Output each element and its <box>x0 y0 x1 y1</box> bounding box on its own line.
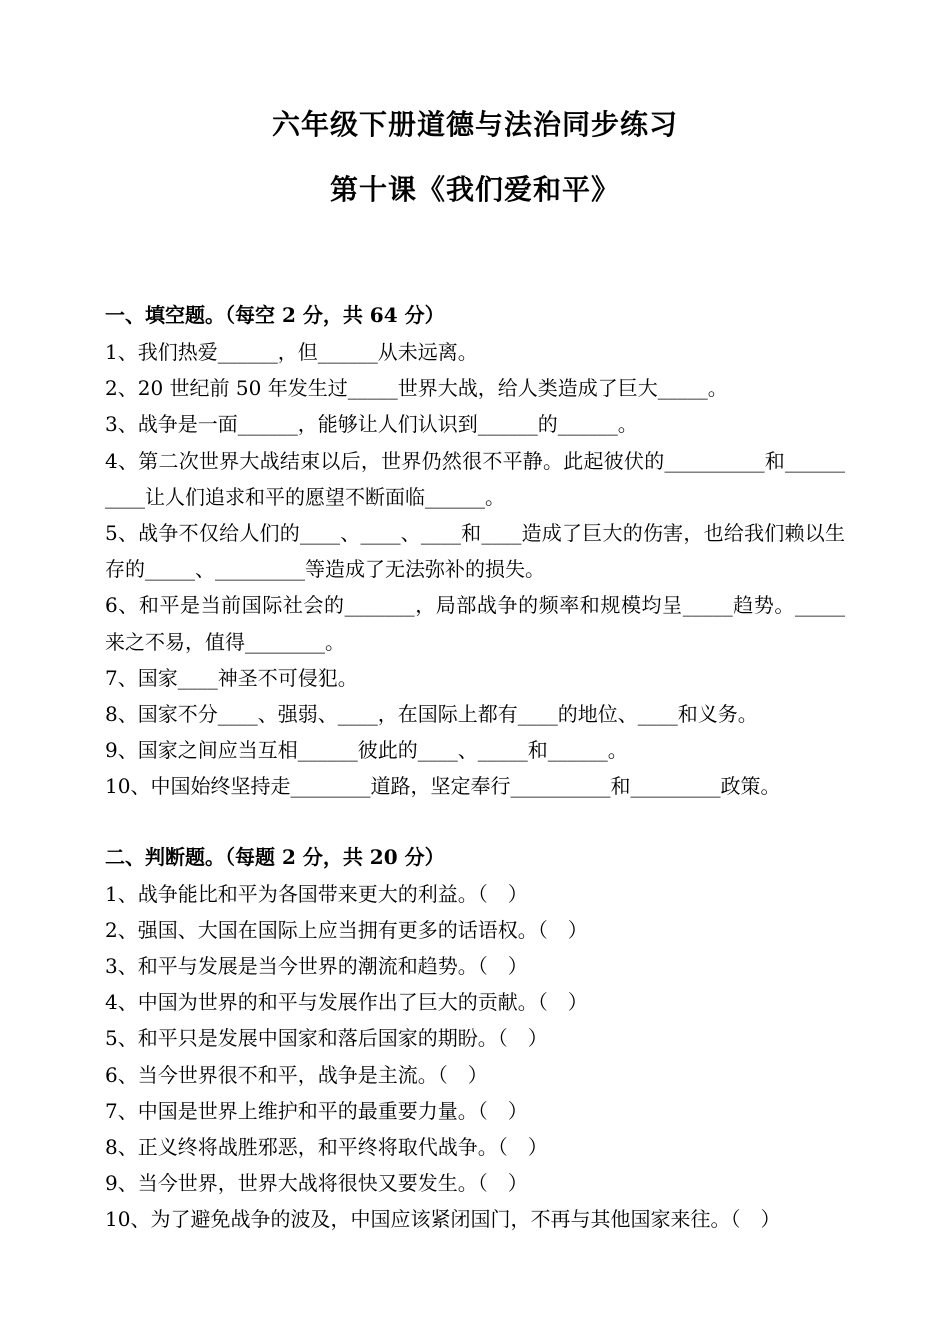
judge-question-10: 10、为了避免战争的波及，中国应该紧闭国门，不再与其他国家来往。（ ） <box>105 1207 781 1232</box>
judge-question-2: 2、强国、大国在国际上应当拥有更多的话语权。（ ） <box>105 917 588 942</box>
judge-question-1: 1、战争能比和平为各国带来更大的利益。（ ） <box>105 881 528 906</box>
judge-section-heading: 二、判断题。（每题 2 分，共 20 分） <box>105 844 445 869</box>
judge-question-9: 9、当今世界，世界大战将很快又要发生。（ ） <box>105 1171 528 1196</box>
judge-question-3: 3、和平与发展是当今世界的潮流和趋势。（ ） <box>105 954 528 979</box>
fill-question-7: 7、国家____神圣不可侵犯。 <box>105 665 358 690</box>
fill-question-1: 1、我们热爱______，但______从未远离。 <box>105 340 478 364</box>
judge-question-8: 8、正义终将战胜邪恶，和平终将取代战争。（ ） <box>105 1135 548 1160</box>
judge-question-5: 5、和平只是发展中国家和落后国家的期盼。（ ） <box>105 1026 548 1051</box>
fill-question-6: 6、和平是当前国际社会的_______，局部战争的频率和规模均呈_____趋势。_____来之不易，值得________。 <box>105 593 845 654</box>
judge-question-4: 4、中国为世界的和平与发展作出了巨大的贡献。（ ） <box>105 990 588 1015</box>
fill-question-10: 10、中国始终坚持走________道路，坚定奉行__________和_________政策。 <box>105 774 781 799</box>
document-subtitle: 第十课《我们爱和平》 <box>329 173 620 206</box>
fill-question-8: 8、国家不分____、强弱、____，在国际上都有____的地位、____和义务。 <box>105 702 758 727</box>
judge-question-7: 7、中国是世界上维护和平的最重要力量。（ ） <box>105 1098 528 1123</box>
fill-section-heading: 一、填空题。（每空 2 分，共 64 分） <box>105 303 445 327</box>
fill-question-9: 9、国家之间应当互相______彼此的____、_____和______。 <box>105 738 628 763</box>
section-fill-in-blanks <box>105 297 845 805</box>
judge-question-6: 6、当今世界很不和平，战争是主流。（ ） <box>105 1062 488 1087</box>
fill-question-2: 2、20 世纪前 50 年发生过_____世界大战，给人类造成了巨大_____。 <box>105 376 728 401</box>
section-true-false <box>105 839 845 1238</box>
fill-question-5: 5、战争不仅给人们的____、____、____和____造成了巨大的伤害，也给我们赖以生存的_____、_________等造成了无法弥补的损失。 <box>105 521 845 582</box>
fill-question-4: 4、第二次世界大战结束以后，世界仍然很不平静。此起彼伏的__________和__________让人们追求和平的愿望不断面临______。 <box>105 448 845 509</box>
document-title: 六年级下册道德与法治同步练习 <box>271 108 678 141</box>
fill-question-3: 3、战争是一面______，能够让人们认识到______的______。 <box>105 412 638 437</box>
